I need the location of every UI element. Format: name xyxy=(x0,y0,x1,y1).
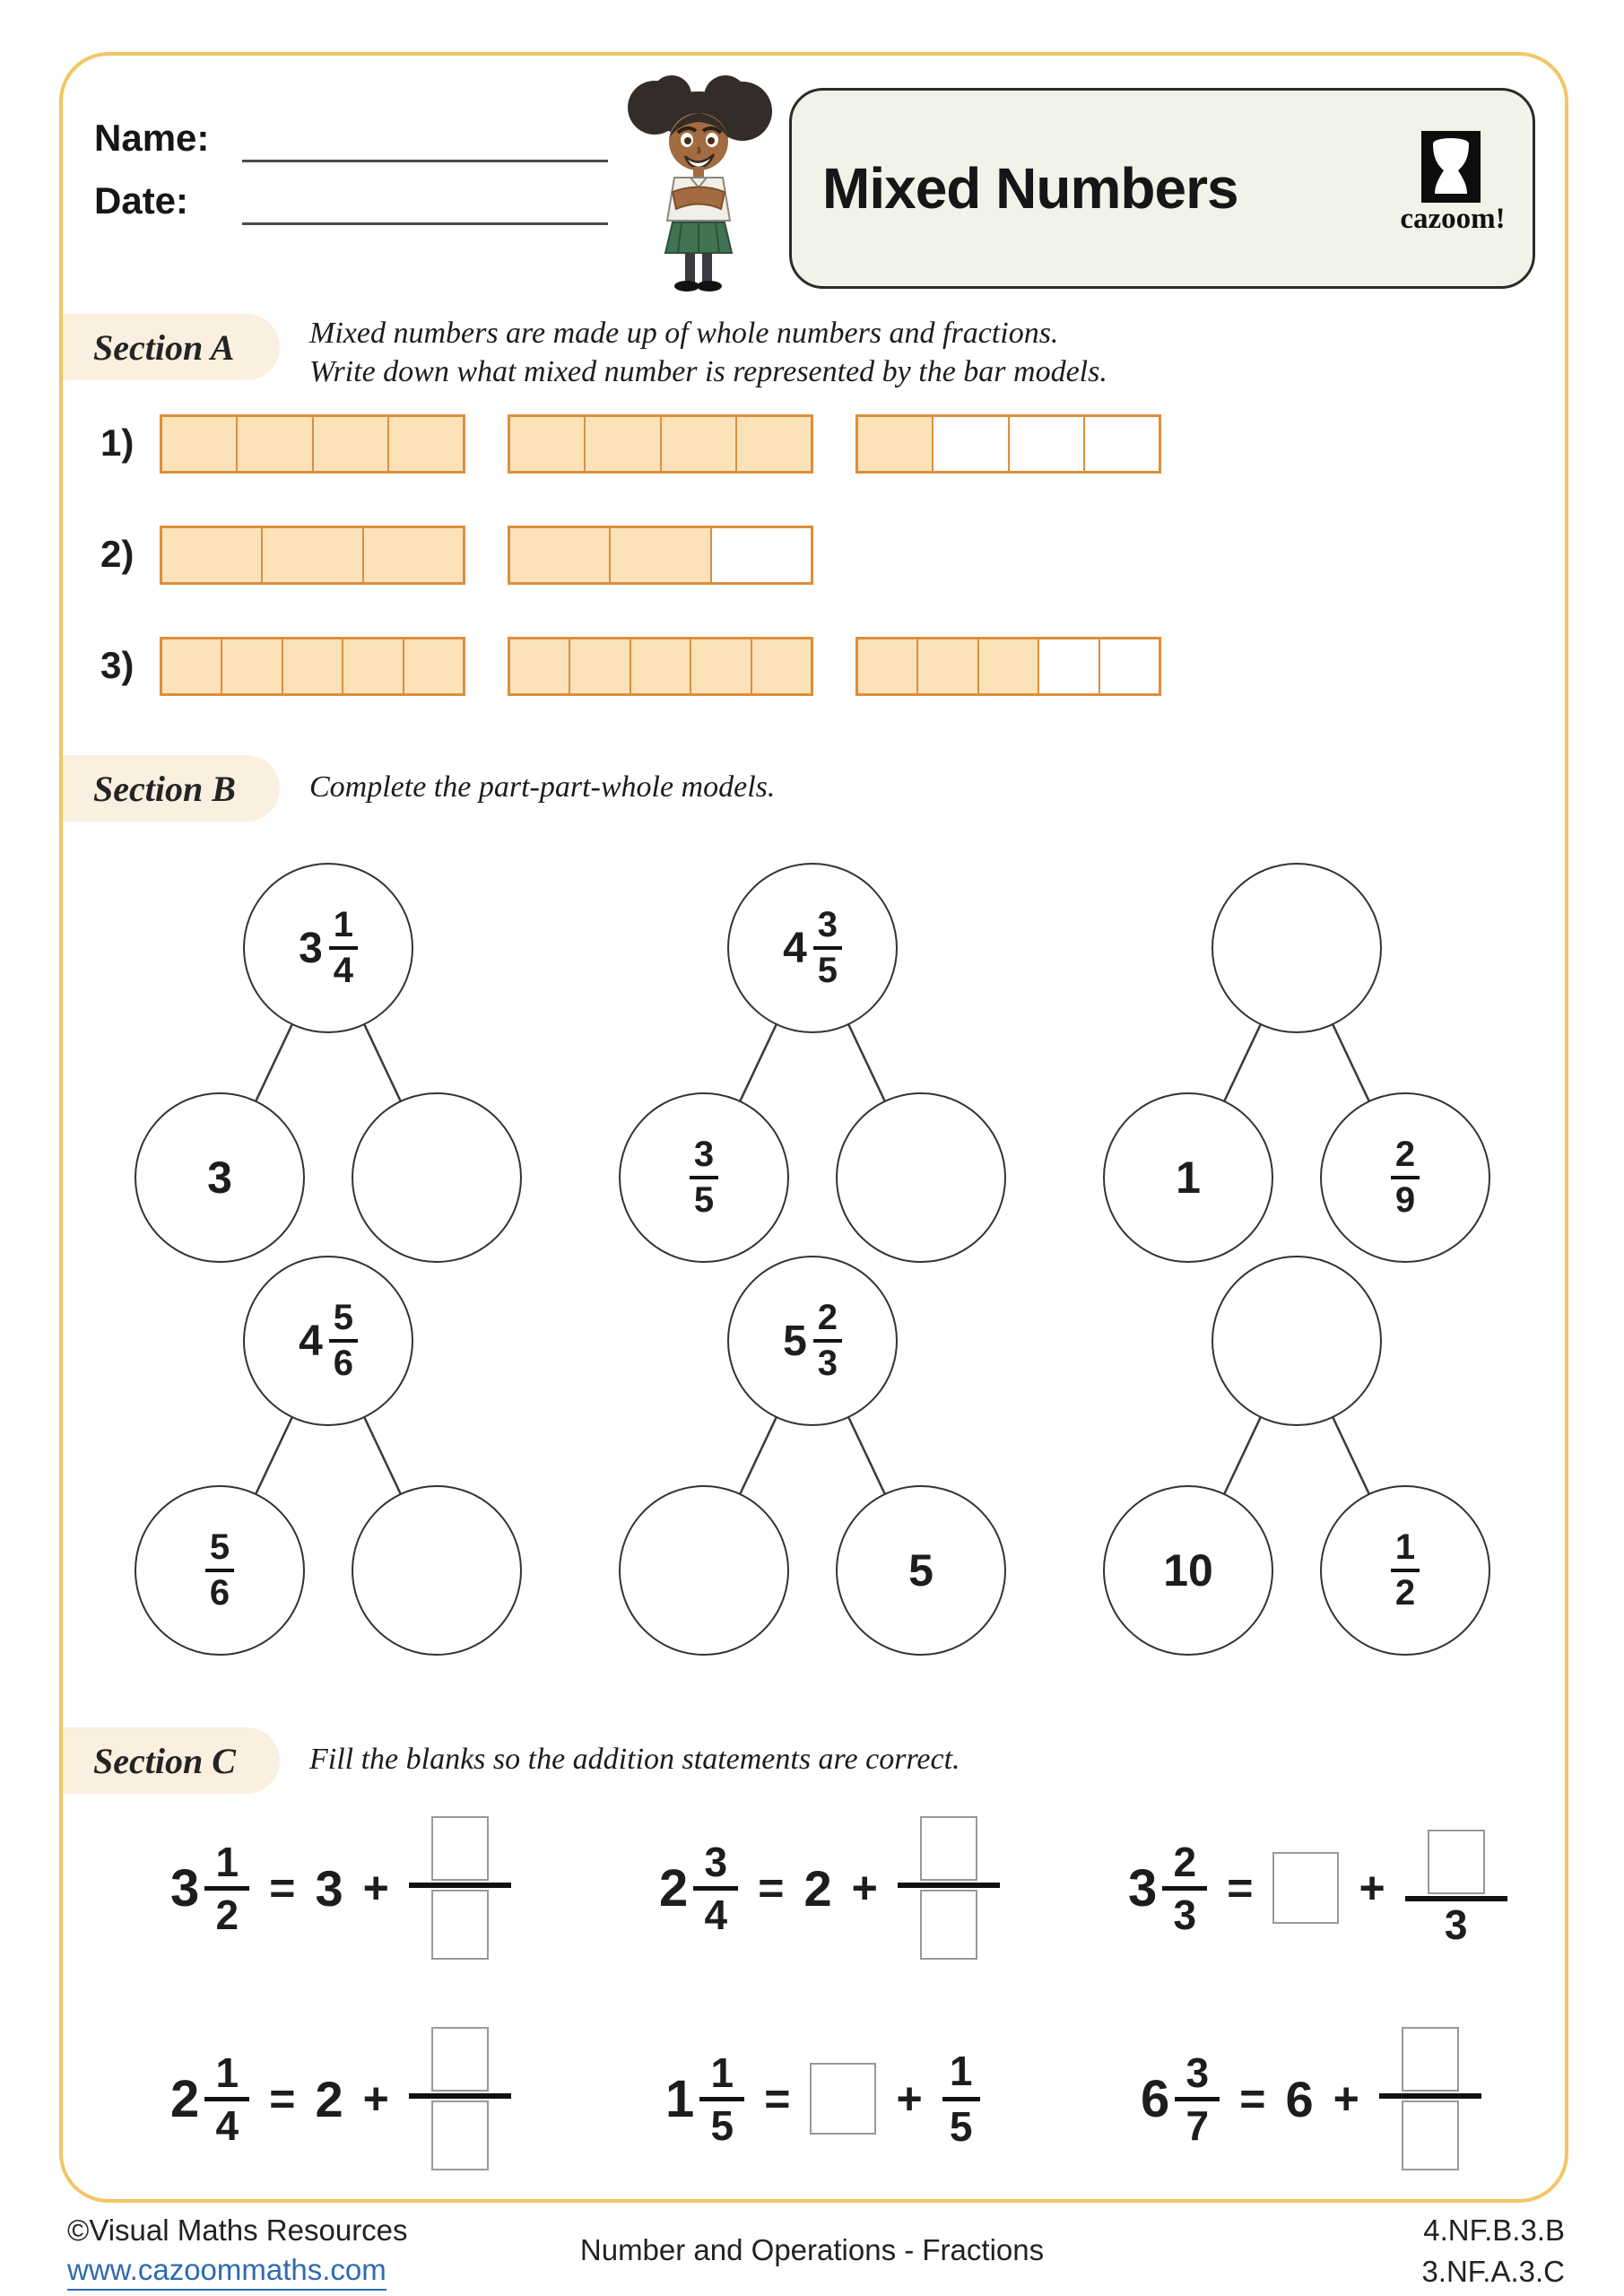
part-circle-left xyxy=(1103,1092,1273,1263)
fraction-value xyxy=(1391,1529,1420,1612)
footer-topic: Number and Operations - Fractions xyxy=(579,2233,1045,2266)
fraction-denominator: 5 xyxy=(710,2101,734,2149)
mixed-number-whole: 6 xyxy=(1141,2069,1170,2128)
fraction-denominator: 4 xyxy=(704,1891,728,1938)
bar-cell-shaded xyxy=(631,639,691,693)
bar-row-number: 3) xyxy=(100,644,135,686)
bar-cell-shaded xyxy=(510,528,611,582)
fraction-denominator: 3 xyxy=(1173,1891,1197,1938)
fraction-bar xyxy=(329,946,358,950)
fraction-bar xyxy=(693,1886,738,1891)
mixed-number-lhs xyxy=(170,1838,249,1938)
addition-statement xyxy=(170,1798,511,1978)
equals-sign: = xyxy=(758,1863,785,1913)
part-circle-left xyxy=(619,1092,789,1263)
fraction-denominator: 3 xyxy=(817,1344,838,1383)
fraction-denominator: 2 xyxy=(1394,1573,1416,1613)
part-circle-left-blank[interactable] xyxy=(619,1485,789,1656)
fraction-numerator: 2 xyxy=(1173,1838,1197,1885)
bar-cell-empty xyxy=(934,417,1009,471)
fraction-bar xyxy=(699,2097,744,2101)
mixed-number-whole: 4 xyxy=(299,1317,323,1365)
part-circle-right-blank[interactable] xyxy=(352,1485,522,1656)
addition-statement xyxy=(665,2009,980,2188)
mixed-number-whole: 3 xyxy=(1128,1858,1158,1918)
fraction-value xyxy=(813,1300,842,1382)
fraction-numerator: 1 xyxy=(333,905,353,945)
fraction-bar-model xyxy=(160,637,465,696)
fraction-value xyxy=(204,1838,249,1938)
bar-cell-shaded xyxy=(162,639,222,693)
mixed-number-value xyxy=(299,1300,358,1382)
mixed-number-lhs xyxy=(1128,1838,1207,1938)
whole-circle-blank[interactable] xyxy=(1211,1256,1382,1426)
section-c-pill xyxy=(63,1727,280,1794)
fraction-denominator: 4 xyxy=(333,951,353,990)
fraction-bar-model xyxy=(160,526,465,585)
number-value: 1 xyxy=(1176,1152,1201,1203)
date-label: Date: xyxy=(94,179,189,222)
fraction-numerator: 1 xyxy=(1394,1527,1416,1568)
numerator-box-blank[interactable] xyxy=(1428,1830,1485,1894)
fraction-bar xyxy=(1162,1886,1207,1891)
whole-circle xyxy=(727,863,898,1033)
plus-sign: + xyxy=(1359,1863,1385,1913)
part-part-whole-model xyxy=(104,1256,552,1661)
fraction-numerator: 3 xyxy=(817,905,838,945)
mixed-number-lhs xyxy=(665,2048,744,2149)
answer-box-blank[interactable] xyxy=(1272,1852,1339,1924)
addition-statement xyxy=(1141,2009,1481,2188)
numerator-box-blank[interactable] xyxy=(920,1816,977,1881)
rhs-fraction xyxy=(898,1816,1000,1960)
fraction-bar-model xyxy=(508,526,813,585)
mixed-number-whole: 5 xyxy=(783,1317,807,1365)
fraction-bar-model xyxy=(508,637,813,696)
mixed-number-lhs xyxy=(170,2048,249,2149)
section-a-label: Section A xyxy=(93,326,235,368)
part-part-whole-model xyxy=(588,863,1037,1268)
numerator-box-blank[interactable] xyxy=(431,2027,489,2092)
section-a-pill xyxy=(63,314,280,380)
section-b-label: Section B xyxy=(93,768,236,809)
fraction-denominator: 2 xyxy=(215,1891,239,1938)
footer-standards xyxy=(1421,2210,1565,2292)
bar-cell-empty xyxy=(712,528,811,582)
numerator-box-blank[interactable] xyxy=(431,1816,489,1881)
bar-cell-empty xyxy=(1100,639,1159,693)
addition-statement xyxy=(1128,1798,1507,1978)
fraction-bar xyxy=(1391,1569,1420,1572)
fraction-numerator: 1 xyxy=(215,1838,239,1885)
bar-cell-shaded xyxy=(343,639,404,693)
fraction-bar-model xyxy=(855,637,1161,696)
part-circle-left xyxy=(135,1485,305,1656)
fraction-bar xyxy=(409,1883,511,1888)
fraction-numerator: 5 xyxy=(209,1527,230,1568)
fraction-bar xyxy=(690,1176,718,1179)
fraction-bar xyxy=(1405,1896,1507,1901)
part-part-whole-model xyxy=(1073,863,1521,1268)
fraction-bar xyxy=(329,1339,358,1343)
fraction-denominator: 7 xyxy=(1185,2101,1210,2149)
part-circle-right-blank[interactable] xyxy=(836,1092,1006,1263)
rhs-whole-number: 2 xyxy=(803,1859,832,1917)
fraction-denominator: 6 xyxy=(209,1573,230,1613)
fraction-bar xyxy=(204,1886,249,1891)
fraction-bar-model xyxy=(855,414,1161,474)
bar-cell-shaded xyxy=(162,417,238,471)
number-value: 10 xyxy=(1163,1545,1213,1596)
fraction-value xyxy=(690,1136,718,1219)
bar-cell-shaded xyxy=(389,417,463,471)
name-writing-line[interactable] xyxy=(242,160,608,162)
mixed-number-whole: 2 xyxy=(170,2069,200,2128)
part-circle-right-blank[interactable] xyxy=(352,1092,522,1263)
mixed-number-value xyxy=(783,907,842,989)
mixed-number-lhs xyxy=(659,1838,738,1938)
cazoom-drum-logo-icon xyxy=(1421,131,1481,203)
fraction-bar-model xyxy=(160,414,465,474)
mixed-number-whole: 4 xyxy=(783,924,807,972)
fraction-value xyxy=(329,1300,358,1382)
part-part-whole-model xyxy=(588,1256,1037,1661)
bar-cell-shaded xyxy=(611,528,711,582)
rhs-whole-number: 3 xyxy=(315,1859,343,1917)
footer-standard-2: 3.NF.A.3.C xyxy=(1421,2255,1565,2288)
part-circle-right xyxy=(1320,1092,1490,1263)
bar-cell-shaded xyxy=(510,639,570,693)
bar-cell-shaded xyxy=(662,417,737,471)
bar-cell-shaded xyxy=(918,639,978,693)
denominator-value: 3 xyxy=(1444,1900,1468,1948)
bar-cell-empty xyxy=(1085,417,1159,471)
page-title: Mixed Numbers xyxy=(822,156,1238,221)
part-part-whole-model xyxy=(104,863,552,1268)
logo-wordmark: cazoom! xyxy=(1400,203,1506,235)
fraction-numerator: 1 xyxy=(215,2048,239,2096)
fraction-bar xyxy=(204,2097,249,2101)
fraction-numerator: 2 xyxy=(1394,1135,1416,1175)
bar-cell-shaded xyxy=(570,639,630,693)
whole-circle xyxy=(243,1256,413,1426)
part-circle-left xyxy=(1103,1485,1273,1656)
bar-cell-shaded xyxy=(510,417,586,471)
bar-cell-shaded xyxy=(283,639,343,693)
rhs-fraction xyxy=(942,2049,980,2148)
plus-sign: + xyxy=(362,1863,389,1913)
bar-cell-shaded xyxy=(238,417,313,471)
section-b-pill xyxy=(63,755,280,822)
numerator-value: 1 xyxy=(949,2048,973,2095)
section-c-label: Section C xyxy=(93,1740,236,1781)
plus-sign: + xyxy=(851,1863,878,1913)
fraction-numerator: 5 xyxy=(333,1298,353,1338)
fraction-value xyxy=(1391,1136,1420,1219)
fraction-denominator: 9 xyxy=(1394,1180,1416,1220)
fraction-value xyxy=(329,907,358,989)
bar-cell-empty xyxy=(1039,639,1099,693)
denominator-value: 5 xyxy=(949,2102,973,2150)
section-a-instruction-line2: Write down what mixed number is represented by the bar models. xyxy=(309,355,1107,388)
bar-cell-shaded xyxy=(314,417,389,471)
bar-cell-shaded xyxy=(162,528,263,582)
fraction-value xyxy=(205,1529,234,1612)
bar-cell-shaded xyxy=(364,528,463,582)
bar-cell-shaded xyxy=(404,639,463,693)
footer-standard-1: 4.NF.B.3.B xyxy=(1423,2213,1565,2247)
mixed-number-lhs xyxy=(1141,2048,1220,2149)
section-b-instruction: Complete the part-part-whole models. xyxy=(309,770,776,804)
footer-copyright: ©Visual Maths Resources xyxy=(67,2213,408,2247)
equals-sign: = xyxy=(1239,2074,1266,2124)
section-a-instruction-line1: Mixed numbers are made up of whole numbers and fractions. xyxy=(309,317,1059,350)
fraction-denominator: 5 xyxy=(817,951,838,990)
fraction-value xyxy=(1175,2048,1220,2149)
part-circle-left xyxy=(135,1092,305,1263)
whole-circle xyxy=(727,1256,898,1426)
plus-sign: + xyxy=(362,2074,389,2124)
equals-sign: = xyxy=(269,1863,296,1913)
fraction-numerator: 2 xyxy=(817,1298,838,1338)
schoolgirl-clipart xyxy=(621,68,776,292)
rhs-whole-number: 6 xyxy=(1285,2070,1314,2127)
bar-row-number: 2) xyxy=(100,533,135,575)
fraction-bar xyxy=(1379,2093,1481,2099)
mixed-number-whole: 1 xyxy=(665,2069,695,2128)
fraction-bar xyxy=(1391,1176,1420,1179)
equals-sign: = xyxy=(764,2074,791,2124)
bar-cell-shaded xyxy=(858,417,934,471)
fraction-value xyxy=(699,2048,744,2149)
mixed-number-whole: 3 xyxy=(170,1858,200,1918)
equals-sign: = xyxy=(1227,1863,1254,1913)
fraction-value xyxy=(813,907,842,989)
fraction-numerator: 1 xyxy=(710,2048,734,2096)
fraction-bar xyxy=(813,946,842,950)
bar-cell-shaded xyxy=(752,639,811,693)
fraction-denominator: 4 xyxy=(215,2101,239,2149)
fraction-bar xyxy=(898,1883,1000,1888)
part-circle-right xyxy=(1320,1485,1490,1656)
fraction-value xyxy=(1162,1838,1207,1938)
bar-cell-shaded xyxy=(691,639,751,693)
fraction-numerator: 3 xyxy=(704,1838,728,1885)
mixed-number-whole: 3 xyxy=(299,924,323,972)
number-value: 5 xyxy=(908,1545,934,1596)
fraction-bar xyxy=(813,1339,842,1343)
mixed-number-value xyxy=(783,1300,842,1382)
denominator-box-blank[interactable] xyxy=(1402,2100,1459,2170)
denominator-box-blank[interactable] xyxy=(920,1890,977,1960)
numerator-box-blank[interactable] xyxy=(1402,2027,1459,2092)
answer-box-blank[interactable] xyxy=(810,2063,876,2135)
fraction-value xyxy=(693,1838,738,1938)
footer-website-link[interactable]: www.cazoommaths.com xyxy=(67,2253,386,2291)
bar-cell-shaded xyxy=(858,639,918,693)
fraction-bar xyxy=(409,2093,511,2099)
fraction-numerator: 3 xyxy=(693,1135,715,1175)
addition-statement xyxy=(170,2009,511,2188)
rhs-fraction xyxy=(1405,1830,1507,1946)
part-part-whole-model xyxy=(1073,1256,1521,1661)
bar-row-number: 1) xyxy=(100,422,135,464)
rhs-fraction xyxy=(409,1816,511,1960)
rhs-fraction xyxy=(1379,2027,1481,2170)
date-writing-line[interactable] xyxy=(242,222,608,225)
mixed-number-value xyxy=(299,907,358,989)
bar-cell-shaded xyxy=(979,639,1039,693)
bar-cell-shaded xyxy=(222,639,282,693)
fraction-denominator: 6 xyxy=(333,1344,353,1383)
bar-cell-shaded xyxy=(586,417,661,471)
fraction-bar xyxy=(205,1569,234,1572)
plus-sign: + xyxy=(896,2074,923,2124)
addition-statement xyxy=(659,1798,1000,1978)
bar-cell-empty xyxy=(1010,417,1085,471)
denominator-box-blank[interactable] xyxy=(431,2100,489,2170)
rhs-fraction xyxy=(409,2027,511,2170)
section-c-instruction: Fill the blanks so the addition statements are correct. xyxy=(309,1743,960,1776)
mixed-number-whole: 2 xyxy=(659,1858,689,1918)
number-value: 3 xyxy=(207,1152,232,1203)
bar-cell-shaded xyxy=(737,417,811,471)
fraction-denominator: 5 xyxy=(693,1180,715,1220)
equals-sign: = xyxy=(269,2074,296,2124)
fraction-numerator: 3 xyxy=(1185,2048,1210,2096)
denominator-box-blank[interactable] xyxy=(431,1890,489,1960)
fraction-bar xyxy=(942,2097,980,2101)
fraction-value xyxy=(204,2048,249,2149)
part-circle-right xyxy=(836,1485,1006,1656)
name-label: Name: xyxy=(94,117,210,159)
fraction-bar-model xyxy=(508,414,813,474)
whole-circle xyxy=(243,863,413,1033)
plus-sign: + xyxy=(1333,2074,1359,2124)
whole-circle-blank[interactable] xyxy=(1211,863,1382,1033)
bar-cell-shaded xyxy=(263,528,363,582)
rhs-whole-number: 2 xyxy=(315,2070,343,2127)
fraction-bar xyxy=(1175,2097,1220,2101)
